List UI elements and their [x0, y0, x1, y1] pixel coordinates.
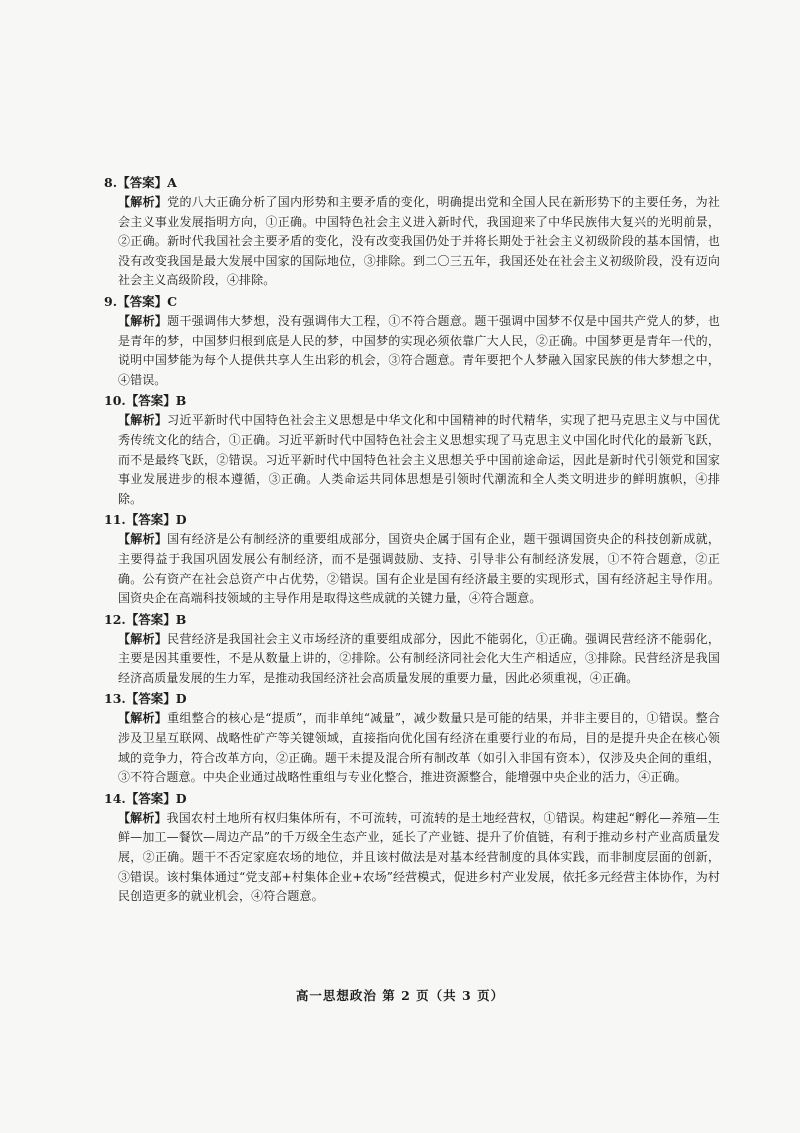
answer-value: D — [175, 512, 187, 528]
analysis-label: 【解析】 — [118, 532, 168, 547]
answer-item-8 — [104, 172, 720, 291]
analysis-paragraph — [118, 193, 720, 291]
answer-value: C — [167, 293, 178, 309]
question-number: 14. — [104, 790, 126, 806]
question-number: 13. — [104, 691, 126, 707]
answer-value: B — [175, 611, 187, 627]
answer-line — [104, 390, 720, 411]
analysis-paragraph — [118, 411, 720, 509]
analysis-paragraph — [118, 630, 720, 689]
question-number: 11. — [104, 512, 126, 528]
answer-label: 【答案】 — [125, 512, 176, 528]
analysis-text: 题干强调伟大梦想，没有强调伟大工程，①不符合题意。题干强调中国梦不仅是中国共产党人的梦，也是青年的梦，中国梦归根到底是人民的梦，中国梦的实现必须依靠广大人民，②正确。中国梦更是青年一代的，说明中国梦能为每个人提供共享人生出彩的机会，③符合题意。青年要把个人梦融入国家民族的伟大梦想之中，④错误。 — [118, 313, 720, 387]
analysis-paragraph — [118, 530, 720, 608]
question-number: 12. — [104, 611, 126, 627]
answer-value: D — [175, 790, 187, 806]
page-footer: 高一思想政治 第 2 页（共 3 页） — [295, 988, 505, 1003]
question-number: 10. — [104, 393, 126, 409]
analysis-label: 【解析】 — [118, 195, 168, 209]
answer-item-13 — [104, 688, 720, 787]
answer-label: 【答案】 — [117, 175, 168, 190]
answer-label: 【答案】 — [125, 691, 176, 707]
answer-item-11 — [104, 509, 720, 608]
answer-label: 【答案】 — [117, 293, 168, 309]
answer-line — [104, 509, 720, 530]
question-number: 9. — [104, 293, 118, 309]
answer-label: 【答案】 — [125, 393, 176, 409]
answer-item-10 — [104, 390, 720, 509]
analysis-label: 【解析】 — [118, 413, 168, 428]
analysis-label: 【解析】 — [118, 313, 168, 328]
analysis-paragraph — [118, 312, 720, 390]
analysis-text: 重组整合的核心是“提质”，而非单纯“减量”，减少数量只是可能的结果，并非主要目的，①错误。整合涉及卫星互联网、战略性矿产等关键领域，直接指向优化国有经济在重要行业的布局，目的是提升央企在核心领域的竞争力，符合改革方向，②正确。题干未提及混合所有制改革（如引入非国有资本），仅涉及央企间的重组，③不符合题意。中央企业通过战略性重组与专业化整合，推进资源整合，能增强中央企业的活力，④正确。 — [118, 711, 720, 785]
analysis-text: 党的八大正确分析了国内形势和主要矛盾的变化，明确提出党和全国人民在新形势下的主要任务，为社会主义事业发展指明方向，①正确。中国特色社会主义进入新时代，我国迎来了中华民族伟大复兴的光明前景，②正确。新时代我国社会主要矛盾的变化，没有改变我国仍处于并将长期处于社会主义初级阶段的基本国情，也没有改变我国是最大发展中国家的国际地位，③排除。到二〇三五年，我国还处在社会主义初级阶段，没有迈向社会主义高级阶段，④排除。 — [118, 195, 720, 288]
answer-label: 【答案】 — [125, 790, 176, 806]
answer-line — [104, 172, 720, 193]
analysis-text: 国有经济是公有制经济的重要组成部分，国资央企属于国有企业，题干强调国资央企的科技创新成就，主要得益于我国巩固发展公有制经济，而不是强调鼓励、支持、引导非公有制经济发展，①不符合题意，②正确。公有资产在社会总资产中占优势，②错误。国有企业是国有经济最主要的实现形式，国有经济起主导作用。国资央企在高端科技领域的主导作用是取得这些成就的关键力量，④符合题意。 — [118, 532, 720, 606]
answer-label: 【答案】 — [125, 611, 176, 627]
analysis-text: 习近平新时代中国特色社会主义思想是中华文化和中国精神的时代精华，实现了把马克思主义与中国优秀传统文化的结合，①正确。习近平新时代中国特色社会主义思想实现了马克思主义中国化时代化的最新飞跃，而不是最终飞跃，②错误。习近平新时代中国特色社会主义思想关乎中国前途命运，因此是新时代引领党和国家事业发展进步的根本遵循，③正确。人类命运共同体思想是引领时代潮流和全人类文明进步的鲜明旗帜，④排除。 — [118, 413, 720, 506]
analysis-label: 【解析】 — [118, 810, 167, 825]
analysis-label: 【解析】 — [118, 711, 168, 726]
analysis-paragraph — [118, 709, 720, 787]
analysis-paragraph — [118, 809, 720, 907]
answer-item-12 — [104, 609, 720, 689]
question-number: 8. — [104, 175, 118, 190]
analysis-label: 【解析】 — [118, 631, 168, 646]
answer-line — [104, 688, 720, 709]
answer-line — [104, 609, 720, 630]
answer-item-9 — [104, 291, 720, 390]
answer-line — [104, 788, 720, 809]
answer-line — [104, 291, 720, 312]
analysis-text: 我国农村土地所有权归集体所有，不可流转，可流转的是土地经营权，①错误。构建起“孵化—养殖—生鲜—加工—餐饮—周边产品”的千万级全生态产业，延长了产业链、提升了价值链，有利于推动乡村产业高质量发展，②正确。题干不否定家庭农场的地位，并且该村做法是对基本经营制度的具体实践，而非制度层面的创新，③错误。该村集体通过“党支部+村集体企业+农场”经营模式，促进乡村产业发展，依托多元经营主体协作，为村民创造更多的就业机会，④符合题意。 — [118, 810, 720, 904]
answer-value: A — [167, 175, 177, 190]
analysis-text: 民营经济是我国社会主义市场经济的重要组成部分，因此不能弱化，①正确。强调民营经济不能弱化，主要是因其重要性，不是从数量上讲的，②排除。公有制经济同社会化大生产相适应，③排除。民营经济是我国经济高质量发展的生力军，是推动我国经济社会高质量发展的重要力量，因此必须重视，④正确。 — [118, 631, 720, 685]
answer-value: B — [175, 393, 187, 409]
answer-item-14 — [104, 788, 720, 907]
answer-value: D — [175, 691, 187, 707]
